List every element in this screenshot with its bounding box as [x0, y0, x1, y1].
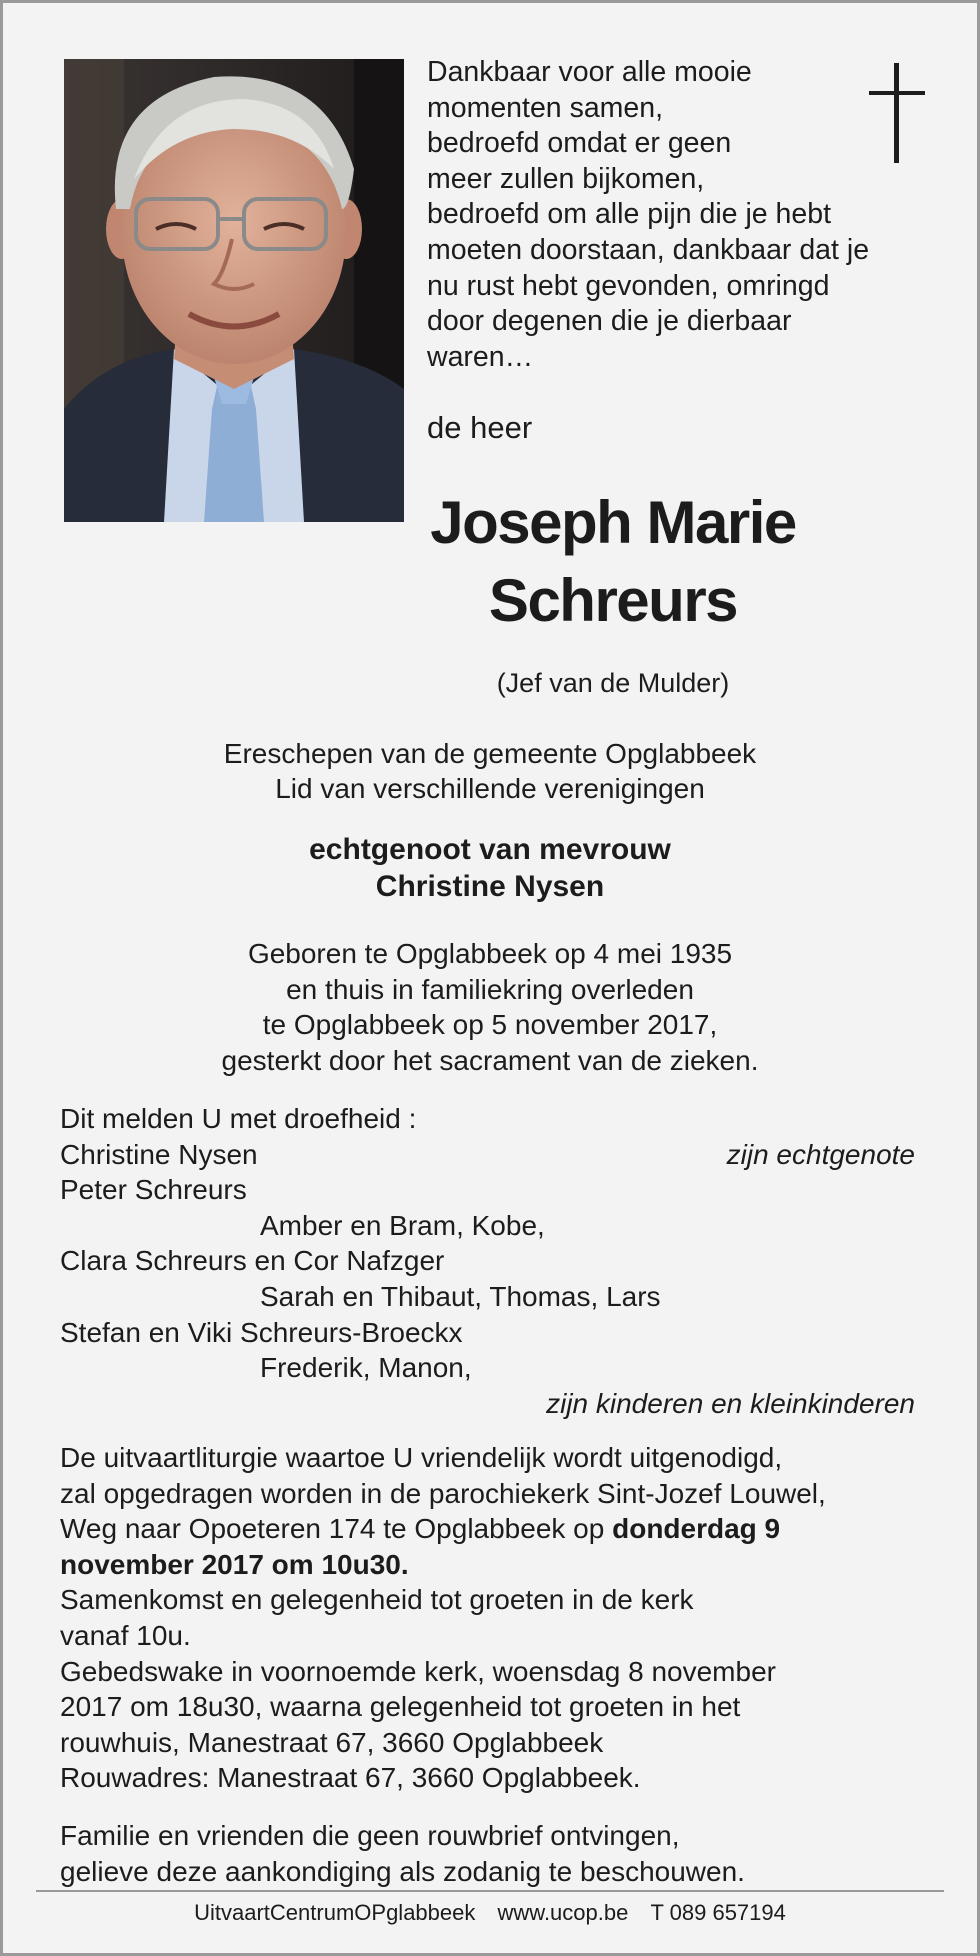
note-line: Familie en vrienden die geen rouwbrief ontvingen, — [60, 1820, 680, 1851]
grandchildren: Sarah en Thibaut, Thomas, Lars — [260, 1280, 661, 1312]
poem-line: meer zullen bijkomen, — [427, 162, 705, 195]
closing-note — [60, 1818, 940, 1889]
role-line: Ereschepen van de gemeente Opglabbeek — [223, 738, 757, 769]
info-line: te Opglabbeek op 5 november 2017, — [262, 1009, 718, 1041]
cross-icon — [869, 63, 925, 163]
family-list — [60, 1101, 915, 1421]
family-relation: zijn kinderen en kleinkinderen — [546, 1387, 915, 1419]
role-line: Lid van verschillende verenigingen — [275, 773, 705, 804]
family-relation: zijn echtgenote — [726, 1138, 915, 1170]
ceremony-line: Samenkomst en gelegenheid tot groeten in de kerk — [60, 1584, 694, 1616]
ceremony-line: rouwhuis, Manestraat 67, 3660 Opglabbeek — [60, 1726, 604, 1758]
spouse-name: Christine Nysen — [375, 870, 605, 903]
ceremony-line: De uitvaartliturgie waartoe U vriendelijk wordt uitgenodigd, — [60, 1442, 783, 1473]
info-line: Geboren te Opglabbeek op 4 mei 1935 — [247, 938, 733, 969]
footer-divider — [36, 1890, 944, 1892]
footer — [3, 1900, 977, 1926]
poem-line: Dankbaar voor alle mooie — [427, 56, 752, 88]
deceased-name-line2: Schreurs — [488, 567, 738, 634]
ceremony-date: donderdag 9 — [612, 1513, 781, 1545]
family-row — [60, 1137, 915, 1173]
note-line: gelieve deze aankondiging als zodanig te beschouwen. — [60, 1855, 745, 1887]
footer-company: UitvaartCentrumOPglabbeek — [194, 1900, 476, 1925]
honorific: de heer — [427, 410, 533, 445]
poem-line: bedroefd omdat er geen — [427, 127, 732, 160]
footer-website: www.ucop.be — [497, 1900, 629, 1925]
portrait-illustration — [64, 59, 404, 522]
poem-line: momenten samen, — [427, 91, 664, 124]
spouse-block — [3, 831, 977, 905]
spouse-line: echtgenoot van mevrouw — [309, 833, 671, 866]
ceremony-line: Rouwadres: Manestraat 67, 3660 Opglabbeek. — [60, 1762, 641, 1794]
ceremony-date: november 2017 om 10u30. — [60, 1548, 409, 1580]
ceremony-line: 2017 om 18u30, waarna gelegenheid tot groeten in het — [60, 1691, 741, 1723]
nickname: (Jef van de Mulder) — [496, 668, 730, 698]
deceased-name-line1: Joseph Marie — [430, 489, 796, 556]
family-intro: Dit melden U met droefheid : — [60, 1103, 417, 1134]
ceremony-text: Weg naar Opoeteren 174 te Opglabbeek op — [60, 1513, 613, 1545]
roles — [3, 736, 977, 806]
family-member: Christine Nysen — [60, 1138, 258, 1170]
ceremony-line — [60, 1511, 940, 1547]
poem-line: moeten doorstaan, dankbaar dat je — [427, 233, 870, 266]
ceremony-info — [60, 1440, 940, 1796]
family-member: Peter Schreurs — [60, 1174, 247, 1206]
family-member: Clara Schreurs en Cor Nafzger — [60, 1245, 445, 1277]
poem-line: nu rust hebt gevonden, omringd — [427, 269, 830, 302]
info-line: en thuis in familiekring overleden — [286, 973, 694, 1005]
family-member: Stefan en Viki Schreurs-Broeckx — [60, 1316, 463, 1348]
grandchildren: Frederik, Manon, — [260, 1352, 472, 1384]
footer-phone: T 089 657194 — [650, 1900, 786, 1925]
info-line: gesterkt door het sacrament van de zieken. — [221, 1044, 759, 1076]
ceremony-line: vanaf 10u. — [60, 1619, 191, 1651]
poem-line: waren… — [427, 340, 534, 373]
poem-line: bedroefd om alle pijn die je hebt — [427, 198, 832, 231]
birth-death-info — [3, 936, 977, 1078]
ceremony-line: Gebedswake in voornoemde kerk, woensdag 8 november — [60, 1655, 776, 1687]
ceremony-line: zal opgedragen worden in de parochiekerk Sint-Jozef Louwel, — [60, 1477, 826, 1509]
poem-line: door degenen die je dierbaar — [427, 305, 792, 338]
portrait-photo — [64, 59, 404, 522]
grandchildren: Amber en Bram, Kobe, — [260, 1209, 545, 1241]
